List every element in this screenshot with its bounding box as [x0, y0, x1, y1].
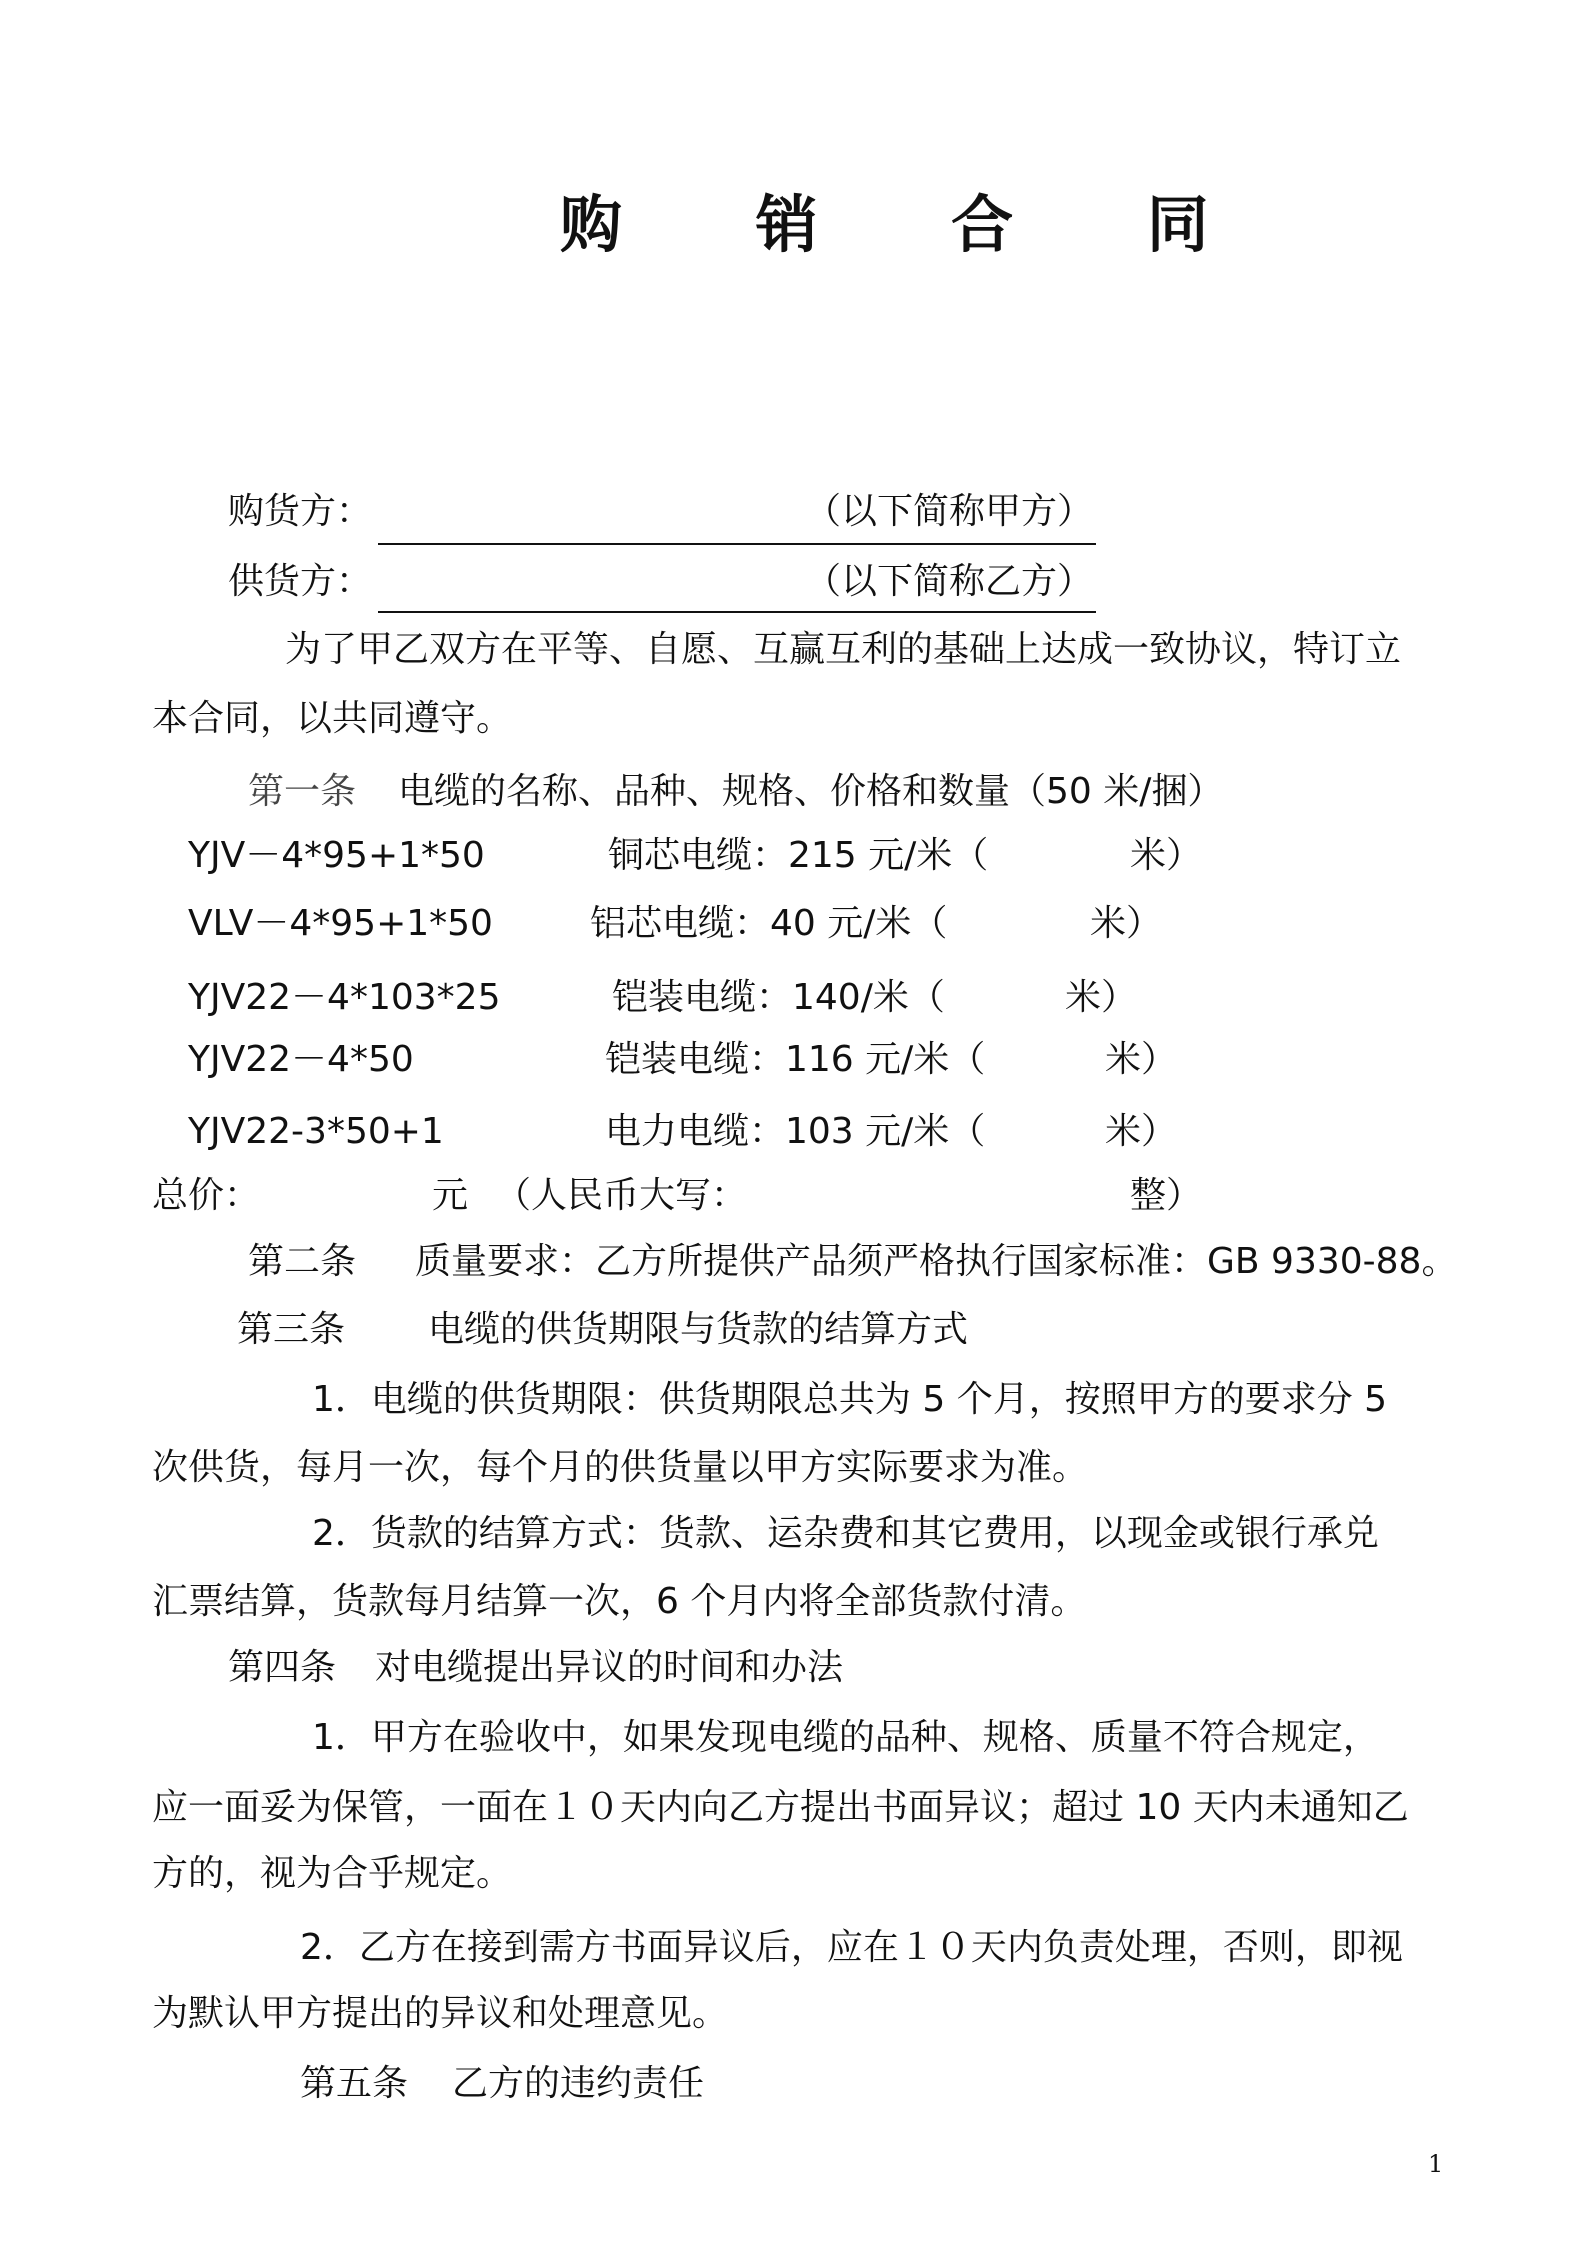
total-price-capital-end: 整） [1130, 1175, 1203, 1216]
intro-line-2: 本合同，以共同遵守。 [152, 698, 513, 739]
article-5-heading: 乙方的违约责任 [452, 2063, 705, 2104]
article-1-heading: 电缆的名称、品种、规格、价格和数量（50 米/捆） [398, 771, 1224, 812]
article-4-label: 第四条 [228, 1647, 337, 1688]
article-4-heading: 对电缆提出异议的时间和办法 [375, 1647, 844, 1688]
article-3-label: 第三条 [237, 1309, 346, 1350]
page-number: 1 [1428, 2150, 1444, 2178]
cable-model: YJV22－4*103*25 [188, 977, 501, 1018]
seller-blank-line [378, 611, 1096, 613]
cable-unit: 米） [1130, 835, 1203, 876]
buyer-blank-line [378, 543, 1096, 545]
cable-price: 铝芯电缆：40 元/米（ [590, 903, 948, 944]
cable-model: VLV－4*95+1*50 [188, 903, 493, 944]
cable-model: YJV22－4*50 [188, 1039, 414, 1080]
page-title: 购 销 合 同 [560, 188, 1265, 261]
cable-unit: 米） [1090, 903, 1163, 944]
total-price-capital-label: （人民币大写： [495, 1175, 748, 1216]
article-1-label: 第一条 [248, 771, 357, 812]
article-4-paragraph-1-line-3: 方的，视为合乎规定。 [152, 1853, 513, 1894]
cable-unit: 米） [1065, 977, 1138, 1018]
cable-price: 铠装电缆：140/米（ [612, 977, 945, 1018]
article-3-paragraph-1-line-1: 1．电缆的供货期限：供货期限总共为 5 个月，按照甲方的要求分 5 [312, 1379, 1388, 1420]
total-price-label: 总价： [152, 1175, 261, 1216]
article-4-paragraph-2-line-1: 2．乙方在接到需方书面异议后，应在１０天内负责处理，否则，即视 [300, 1927, 1403, 1968]
total-price-currency: 元 [432, 1175, 469, 1216]
article-4-paragraph-2-line-2: 为默认甲方提出的异议和处理意见。 [152, 1993, 729, 2034]
article-3-paragraph-1-line-2: 次供货，每月一次，每个月的供货量以甲方实际要求为准。 [152, 1447, 1089, 1488]
buyer-note: （以下简称甲方） [805, 491, 1094, 532]
article-3-paragraph-2-line-1: 2．货款的结算方式：货款、运杂费和其它费用，以现金或银行承兑 [312, 1513, 1379, 1554]
article-2-label: 第二条 [248, 1241, 357, 1282]
article-4-paragraph-1-line-2: 应一面妥为保管，一面在１０天内向乙方提出书面异议；超过 10 天内未通知乙 [152, 1787, 1409, 1828]
cable-unit: 米） [1105, 1039, 1178, 1080]
intro-line-1: 为了甲乙双方在平等、自愿、互赢互利的基础上达成一致协议，特订立 [285, 629, 1402, 670]
cable-unit: 米） [1105, 1111, 1178, 1152]
cable-price: 电力电缆：103 元/米（ [605, 1111, 986, 1152]
cable-model: YJV22-3*50+1 [188, 1111, 444, 1152]
buyer-label: 购货方： [228, 491, 373, 532]
cable-price: 铠装电缆：116 元/米（ [605, 1039, 986, 1080]
article-3-heading: 电缆的供货期限与货款的结算方式 [428, 1309, 969, 1350]
article-3-paragraph-2-line-2: 汇票结算，货款每月结算一次，6 个月内将全部货款付清。 [152, 1581, 1087, 1622]
seller-note: （以下简称乙方） [805, 561, 1094, 602]
cable-model: YJV－4*95+1*50 [188, 835, 485, 876]
article-2-text: 质量要求：乙方所提供产品须严格执行国家标准：GB 9330-88。 [415, 1241, 1458, 1282]
seller-label: 供货方： [228, 561, 373, 602]
article-4-paragraph-1-line-1: 1．甲方在验收中，如果发现电缆的品种、规格、质量不符合规定， [312, 1717, 1379, 1758]
article-5-label: 第五条 [300, 2063, 409, 2104]
cable-price: 铜芯电缆：215 元/米（ [608, 835, 989, 876]
